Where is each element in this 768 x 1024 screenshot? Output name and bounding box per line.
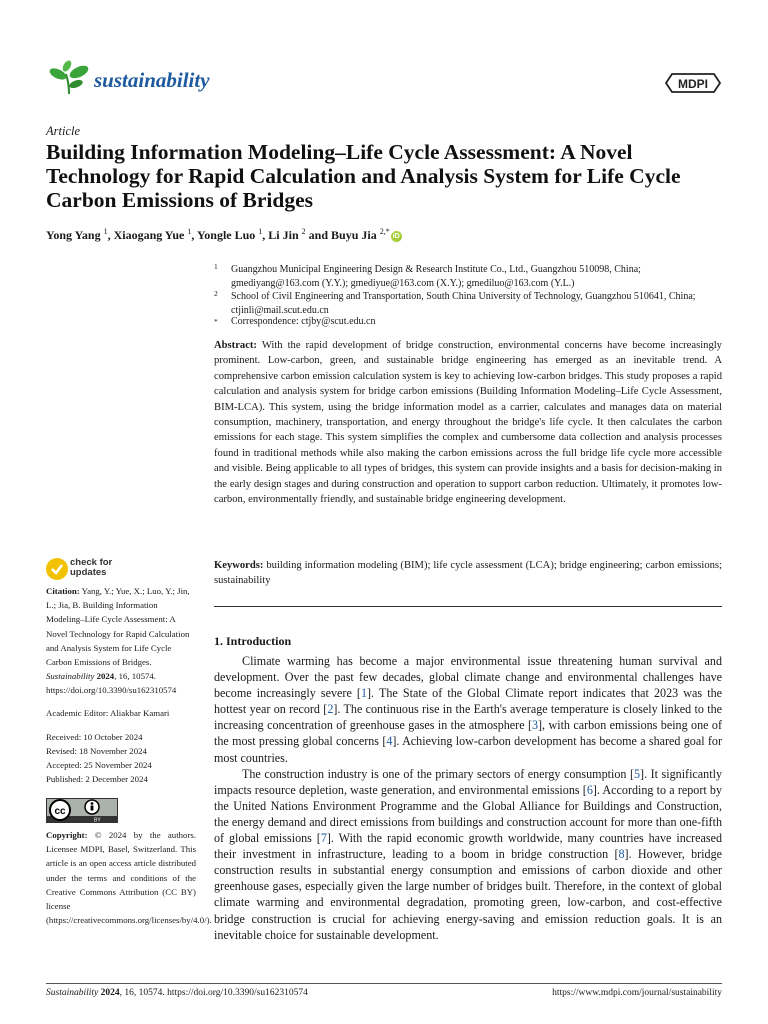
reference-link[interactable]: 1: [360, 686, 368, 701]
copyright-block: [46, 828, 212, 927]
section-divider: [214, 606, 722, 607]
article-type: Article: [46, 124, 81, 138]
footer-journal-link[interactable]: https://www.mdpi.com/journal/sustainability: [552, 988, 722, 998]
received-date: Received: 10 October 2024: [46, 732, 143, 742]
abstract-label: Abstract:: [214, 340, 257, 351]
affiliation-2: 2 School of Civil Engineering and Transportation, South China University of Technology, Guangzhou 510641, China; ctjinli@mail.scut.edu.cn: [214, 289, 696, 316]
cc-by-label: BY: [94, 817, 101, 823]
paragraph-2: The construction industry is one of the primary sectors of energy consumption [5]. It significantly impacts resource depletion, waste generation, and environmental emissions [6]. According to a report by the United Nations Environment Programme and the Global Alliance for Buildings and Construction, the energy demand and direct emissions from buildings and construction account for more than one-fifth of global emissions [7]. With the rapid economic growth worldwide, many countries have increased their investment in infrastructure, leading to a boom in bridge construction [8]. However, bridge construction results in substantial energy consumption and emissions of carbon dioxide and other greenhouse gases, especially given the large number of bridges built. Therefore, in the context of global climate warming and environmental degradation, promoting green, low-carbon, and cost-effective bridge construction is crucial for achieving energy-saving and emission reduction goals. It is an inevitable choice for sustainable development.: [214, 766, 723, 942]
revised-date: Revised: 18 November 2024: [46, 746, 147, 756]
footer-citation: [46, 988, 308, 998]
author-name: Xiaogang Yue: [113, 228, 188, 242]
abstract-text: With the rapid development of bridge construction, environmental concerns have become increasingly prominent. Low-carbon, green, and sustainable bridge engineering has emerged as an inevitable trend. A comprehensive carbon emission calculation system is key to achieving low-carbon bridges. This study proposes a rapid calculation and analysis system for bridge carbon emissions (Building Information Modeling–Life Cycle Assessment, BIM-LCA). This system, using the bridge information model as a carrier, calculates and manages data on material consumption, machinery, transportation, and energy throughout the bridge's life cycle. It then calculates the carbon emissions for each stage. This system simplifies the complex and cumbersome data collection and analysis processes found in traditional methods while also making the carbon emissions across the full bridge life cycle more accessible and visible. Being applicable to all types of bridges, this system can provide insights and a basis for decision-making in the early design stages and during construction and operation to support carbon reduction. Ultimately, it promotes low-carbon, environmentally friendly, and sustainable bridge engineering development.: [214, 340, 722, 506]
author-affiliation-mark: 1: [258, 227, 263, 236]
citation-block: [46, 584, 196, 698]
author-affiliation-mark: 2: [301, 227, 306, 236]
check-updates-icon: [46, 558, 68, 580]
orcid-icon[interactable]: iD: [392, 233, 400, 240]
publisher-name: MDPI: [678, 77, 708, 91]
introduction-body: [214, 653, 722, 943]
author-name: Buyu Jia: [331, 228, 380, 242]
svg-text:cc: cc: [54, 806, 66, 817]
citation-journal: Sustainability: [46, 671, 95, 682]
correspondence: * Correspondence: ctjby@scut.edu.cn: [214, 316, 376, 327]
sustainability-leaf-icon: [48, 60, 90, 96]
reference-link[interactable]: 4: [386, 734, 393, 749]
reference-link[interactable]: 8: [618, 847, 625, 862]
reference-link[interactable]: 6: [586, 782, 593, 797]
check-for-updates-button[interactable]: [46, 558, 122, 582]
reference-link[interactable]: 7: [320, 831, 327, 846]
journal-name: sustainability: [94, 68, 210, 92]
footer-year: 2024: [100, 988, 120, 998]
published-date: Published: 2 December 2024: [46, 774, 148, 784]
author-affiliation-mark: 2,*: [379, 227, 390, 236]
copyright-label: Copyright:: [46, 830, 88, 840]
footer-journal: Sustainability: [46, 988, 99, 998]
reference-link[interactable]: 2: [327, 702, 334, 717]
footer-divider: [46, 983, 722, 984]
paragraph-1: Climate warming has become a major environmental issue threatening human survival and development. Over the past few decades, global climate change and environmental challenges have become increasingly severe [1]. The State of the Global Climate report indicates that 2023 was the hottest year on record [2]. The continuous rise in the Earth's average temperature is closely linked to the increasing concentration of greenhouse gases in the atmosphere [3], with carbon emissions being one of the most pressing global concerns [4]. Achieving low-carbon development has become a shared goal for most countries.: [214, 654, 722, 765]
author-affiliation-mark: 1: [187, 227, 192, 236]
author-affiliation-mark: 1: [103, 227, 108, 236]
citation-rest: , 16, 10574. https://doi.org/10.3390/su162310574: [46, 671, 177, 696]
keywords: [214, 558, 722, 589]
academic-editor: Academic Editor: Aliakbar Kamari: [46, 708, 170, 718]
cc-by-license-icon[interactable]: [46, 798, 118, 823]
keywords-label: Keywords:: [214, 560, 264, 571]
footer-doi: , 16, 10574. https://doi.org/10.3390/su162310574: [119, 988, 308, 998]
affiliation-1: 1 Guangzhou Municipal Engineering Design & Research Institute Co., Ltd., Guangzhou 510098, China; gmediyang@163.com (Y.Y.); gmediyue@163.com (X.Y.); gmediluo@163.com (Y.L.): [214, 262, 641, 289]
section-title-introduction: 1. Introduction: [214, 634, 292, 648]
reference-link[interactable]: 5: [634, 766, 641, 781]
reference-link[interactable]: 3: [531, 718, 539, 733]
citation-year: 2024: [96, 671, 115, 682]
copyright-text: © 2024 by the authors. Licensee MDPI, Basel, Switzerland. This article is an open access article distributed under the terms and conditions of the Creative Commons Attribution (CC BY) license (https://creativecommons.org/licenses/by/4.0/).: [46, 830, 212, 926]
author-list: Yong Yang $^1$, Xiaogang Yue $^1$, Yongle Luo $^1$, Li Jin $^2$ and Buyu Jia $^{2,*}$iD: [46, 227, 400, 242]
abstract: [214, 338, 722, 507]
keywords-text: building information modeling (BIM); life cycle assessment (LCA); bridge engineering; carbon emissions; sustainability: [214, 560, 722, 587]
article-title: Building Information Modeling–Life Cycle Assessment: A Novel Technology for Rapid Calculation and Analysis System for Life Cycle Carbon Emissions of Bridges: [46, 140, 681, 212]
citation-text: Yang, Y.; Yue, X.; Luo, Y.; Jin, L.; Jia, B. Building Information Modeling–Life Cycle Assessment: A Novel Technology for Rapid Calculation and Analysis System for Life Cycle Carbon Emissions of Bridges.: [46, 586, 190, 668]
author-name: Yongle Luo: [196, 228, 259, 242]
check-label-1: check for: [70, 557, 113, 568]
check-label-2: updates: [70, 567, 107, 578]
author-name: Li Jin: [268, 228, 302, 242]
accepted-date: Accepted: 25 November 2024: [46, 760, 152, 770]
mdpi-logo: [664, 70, 722, 96]
author-name: Yong Yang: [46, 228, 104, 242]
citation-label: Citation:: [46, 586, 80, 596]
